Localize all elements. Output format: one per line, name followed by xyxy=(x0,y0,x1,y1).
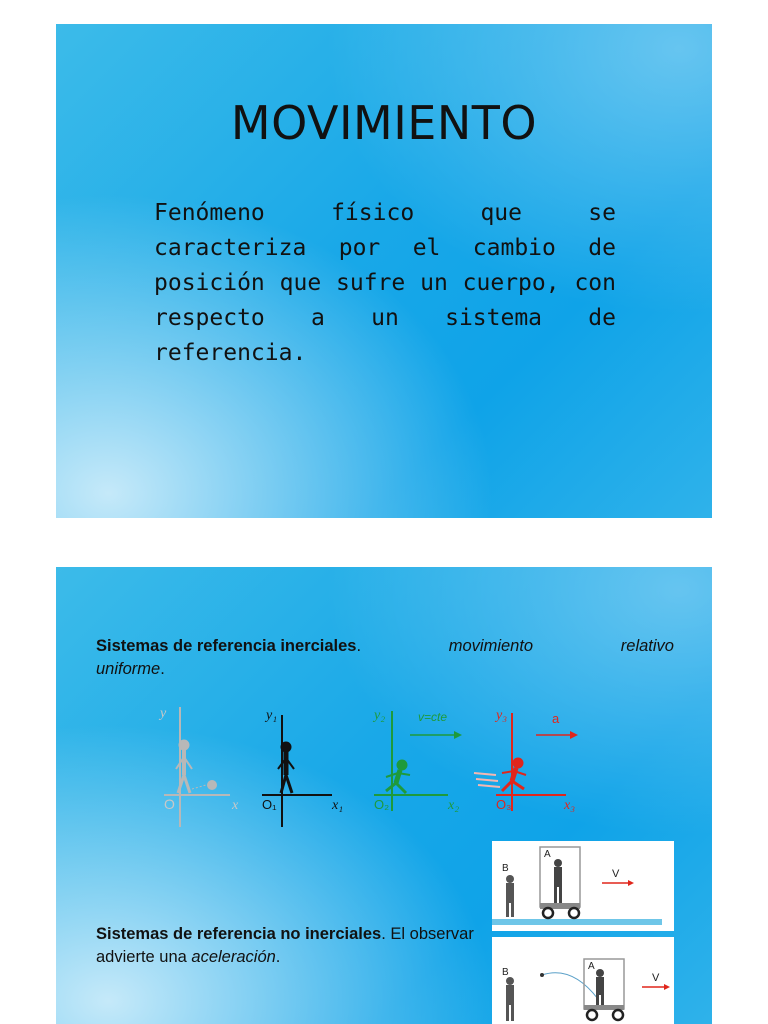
inertial-desc-1: movimiento xyxy=(448,637,534,655)
observer-label: B xyxy=(502,967,509,978)
noninertial-paragraph xyxy=(96,923,480,969)
cart-scene-bottom xyxy=(492,937,674,1024)
frame-black xyxy=(262,708,343,827)
passenger-label: A xyxy=(588,961,595,972)
frame-gray xyxy=(158,706,239,827)
frame-x-label: x xyxy=(232,798,239,813)
noninertial-end: . xyxy=(275,948,281,966)
passenger-label: A xyxy=(544,849,551,860)
observer-label: B xyxy=(502,863,509,874)
frame-y-label: y₂ xyxy=(374,708,386,723)
cart-scene-top xyxy=(492,841,674,931)
frame-x-label: x₃ xyxy=(564,798,576,813)
trajectory-curve-icon xyxy=(542,973,598,999)
noninertial-text: . El observar advierte una xyxy=(96,925,474,966)
frame-origin-label: O₁ xyxy=(262,797,277,812)
frame-x-label: x₁ xyxy=(332,798,344,813)
acceleration-label: a xyxy=(552,711,560,726)
velocity-label: v=cte xyxy=(418,710,448,724)
inertial-sep: . xyxy=(356,637,362,655)
velocity-label: V xyxy=(612,868,620,880)
reference-frames-figure xyxy=(156,703,586,827)
frame-red xyxy=(474,708,578,813)
running-figure-icon xyxy=(386,760,410,793)
inertial-end: . xyxy=(160,660,165,678)
running-figure-icon xyxy=(502,758,526,791)
observer-b-icon xyxy=(506,977,514,1021)
stick-figure-icon xyxy=(278,742,294,793)
slide-reference-systems xyxy=(56,567,712,1024)
frame-origin-label: O xyxy=(164,796,175,812)
noninertial-term: Sistemas de referencia no inerciales xyxy=(96,925,382,943)
frame-y-label: y₃ xyxy=(496,708,508,723)
passenger-a-icon xyxy=(596,969,604,1005)
inertial-term: Sistemas de referencia inerciales xyxy=(96,637,357,655)
ball-icon xyxy=(207,780,217,790)
inertial-paragraph xyxy=(96,635,674,681)
stick-figure-icon xyxy=(176,740,192,793)
speed-lines-icon xyxy=(474,773,500,787)
velocity-label: V xyxy=(652,972,660,984)
slide-movimiento xyxy=(56,24,712,518)
passenger-a-icon xyxy=(554,859,562,903)
frame-origin-label: O₂ xyxy=(374,797,390,812)
observer-b-icon xyxy=(506,875,514,917)
frame-y-label: y₁ xyxy=(266,708,278,723)
slide-title: MOVIMIENTO xyxy=(230,96,538,150)
definition-text: Fenómeno físico que se caracteriza por el cambio de posición que sufre un cuerpo, con respecto a un sistema de referencia. xyxy=(154,200,616,366)
inertial-desc-2: relativo xyxy=(620,637,674,655)
frame-origin-label: O₃ xyxy=(496,797,512,812)
frame-x-label: x₂ xyxy=(448,798,460,813)
inertial-desc-3: uniforme xyxy=(96,660,161,678)
frame-y-label: y xyxy=(160,706,167,721)
frame-green xyxy=(372,708,462,813)
noninertial-emph: aceleración xyxy=(191,948,276,966)
